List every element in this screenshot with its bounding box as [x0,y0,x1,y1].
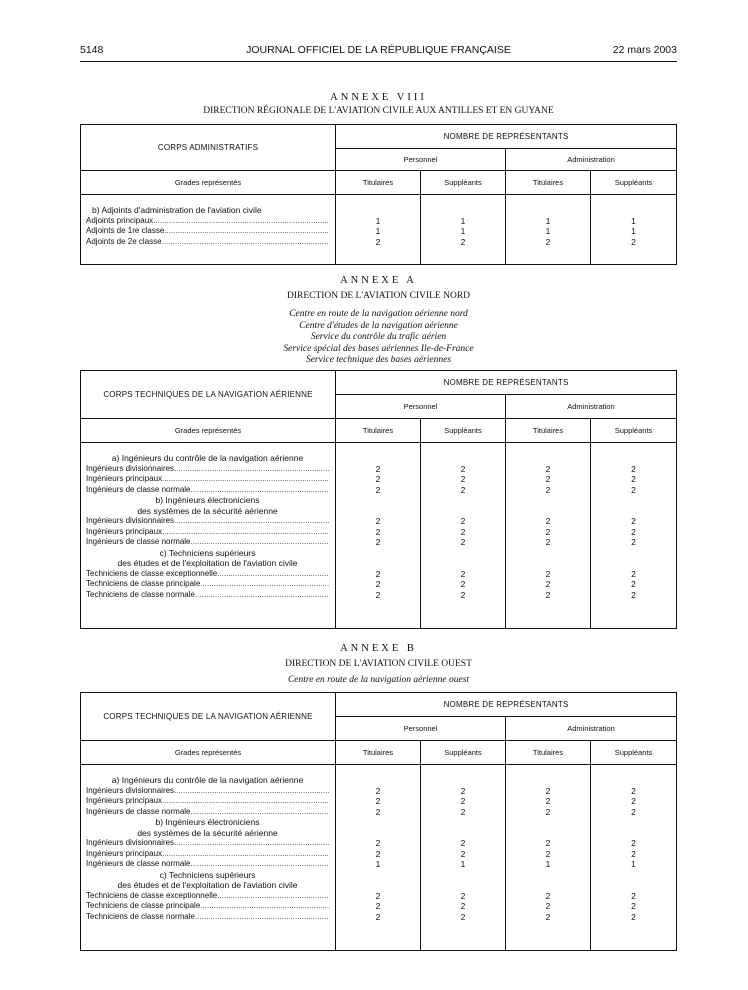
annex-a-table [80,370,677,629]
table-cell-value: 1 [631,215,636,226]
table-row-label: Ingénieurs de classe normale ..... [86,807,329,818]
table-row-label: Techniciens de classe normale ..... [86,912,329,923]
table-cell-value: 2 [375,526,381,537]
suppleants-header: Suppléants [421,741,506,765]
table-row-label: Techniciens de classe normale ..... [86,590,329,601]
suppleants-personnel-column [421,765,506,951]
table-cell-value: 2 [631,516,636,526]
suppleants-administration-column [591,443,677,629]
table-cell-value: 1 [545,215,551,226]
service-name: Centre d'études de la navigation aérienne [299,320,458,331]
page-number: 5148 [80,44,104,56]
table-cell-value: 2 [545,516,551,526]
personnel-header: Personnel [336,149,506,171]
table-cell-value: 2 [375,901,381,911]
corps-header: CORPS TECHNIQUES DE LA NAVIGATION AÉRIENNE [81,693,336,741]
annex-direction: DIRECTION DE L'AVIATION CIVILE OUEST [285,659,472,669]
section-heading: c) Techniciens supérieurs [159,547,256,558]
nombre-header: NOMBRE DE REPRÉSENTANTS [336,125,677,149]
suppleants-administration-column [591,195,677,265]
table-cell-value: 2 [460,785,466,796]
table-row-label: Ingénieurs principaux ..... [86,796,329,807]
table-cell-value: 2 [460,568,466,579]
section-heading: c) Techniciens supérieurs [159,869,256,880]
table-cell-value: 2 [545,901,551,911]
table-cell-value: 2 [631,785,636,796]
suppleants-personnel-column [421,195,506,265]
titulaires-personnel-column [336,195,421,265]
table-cell-value: 2 [375,911,381,922]
table-cell-value: 2 [375,463,381,474]
service-name: Service du contrôle du trafic aérien [310,332,447,343]
personnel-header: Personnel [336,717,506,741]
table-cell-value: 2 [460,890,466,901]
table-cell-value: 2 [631,236,636,247]
table-cell-value: 2 [375,848,381,859]
service-name: Service spécial des bases aériennes Ile-de-France [283,343,474,354]
table-cell-value: 2 [631,568,636,579]
table-cell-value: 2 [545,796,551,806]
table-row-label: Adjoints principaux ..... [86,216,329,227]
table-row-label: Adjoints de 1re classe ..... [86,226,329,237]
table-cell-value: 2 [375,806,381,817]
table-cell-value: 2 [545,785,551,796]
table-row-label: Ingénieurs de classe normale ..... [86,537,329,548]
table-cell-value: 2 [545,911,551,922]
suppleants-personnel-column [421,443,506,629]
table-cell-value: 2 [375,785,381,796]
administration-header: Administration [506,149,677,171]
section-heading: a) Ingénieurs du contrôle de la navigation aérienne [111,453,304,463]
service-name: Service technique des bases aériennes [305,355,452,366]
table-cell-value: 2 [545,568,551,579]
grades-header: Grades représentés [81,419,336,443]
table-cell-value: 1 [375,859,381,869]
annex-direction: DIRECTION DE L'AVIATION CIVILE NORD [286,291,471,301]
section-heading: b) Ingénieurs électroniciens [155,817,260,827]
table-cell-value: 2 [375,474,381,484]
annex-title: ANNEXE VIII [330,92,427,103]
section-heading: a) Ingénieurs du contrôle de la navigation aérienne [111,775,304,785]
table-row-label: Techniciens de classe exceptionnelle ..... [86,569,329,580]
table-row-label: Techniciens de classe exceptionnelle ..... [86,891,329,902]
table-row-label: Ingénieurs divisionnaires ..... [86,464,329,475]
table-cell-value: 2 [631,806,636,817]
grades-header: Grades représentés [81,171,336,195]
titulaires-header: Titulaires [506,171,591,195]
suppleants-header: Suppléants [591,741,677,765]
table-cell-value: 2 [460,901,466,911]
table-row-label: Ingénieurs divisionnaires ..... [86,516,329,527]
table-cell-value: 2 [631,911,636,922]
table-row-label: Techniciens de classe principale ..... [86,579,329,590]
table-cell-value: 2 [460,848,466,859]
titulaires-header: Titulaires [506,741,591,765]
table-cell-value: 2 [375,890,381,901]
table-cell-value: 1 [375,215,381,226]
titulaires-header: Titulaires [336,741,421,765]
suppleants-header: Suppléants [421,171,506,195]
annex-b-heading [80,642,677,687]
table-cell-value: 2 [545,579,551,589]
table-cell-value: 2 [460,579,466,589]
table-cell-value: 2 [460,838,466,848]
table-cell-value: 2 [460,516,466,526]
table-cell-value: 2 [545,236,551,247]
page-header [80,44,677,58]
nombre-header: NOMBRE DE REPRÉSENTANTS [336,371,677,395]
table-cell-value: 1 [631,859,636,869]
table-cell-value: 2 [545,463,551,474]
table-row-label: Ingénieurs divisionnaires ..... [86,838,329,849]
table-cell-value: 1 [545,859,551,869]
publication-date: 22 mars 2003 [612,44,677,56]
table-cell-value: 2 [631,484,636,495]
journal-title: JOURNAL OFFICIEL DE LA RÉPUBLIQUE FRANÇAISE [246,44,511,56]
grades-column [81,765,336,951]
table-cell-value: 2 [545,537,551,547]
nombre-header: NOMBRE DE REPRÉSENTANTS [336,693,677,717]
suppleants-administration-column [591,765,677,951]
corps-header: CORPS TECHNIQUES DE LA NAVIGATION AÉRIENNE [81,371,336,419]
section-heading: des études et de l'exploitation de l'aviation civile [117,558,298,568]
table-row-label: Ingénieurs principaux ..... [86,527,329,538]
table-cell-value: 2 [545,848,551,859]
annex-title: ANNEXE A [340,275,417,286]
table-cell-value: 2 [631,838,636,848]
service-name: Centre en route de la navigation aérienne nord [289,309,468,319]
table-cell-value: 2 [375,516,381,526]
table-cell-value: 2 [545,806,551,817]
table-cell-value: 1 [375,226,381,236]
suppleants-header: Suppléants [421,419,506,443]
table-row-label: Ingénieurs de classe normale ..... [86,859,329,870]
table-cell-value: 2 [460,236,466,247]
table-cell-value: 2 [545,474,551,484]
table-cell-value: 1 [545,226,551,236]
section-heading: des systèmes de la sécurité aérienne [137,827,278,838]
annex-a-heading [80,274,677,367]
table-cell-value: 2 [631,579,636,589]
section-heading: b) Ingénieurs électroniciens [155,495,260,505]
table-cell-value: 2 [631,474,636,484]
table-cell-value: 2 [545,890,551,901]
table-cell-value: 2 [460,806,466,817]
table-cell-value: 2 [460,537,466,547]
table-cell-value: 2 [631,848,636,859]
titulaires-administration-column [506,195,591,265]
table-cell-value: 2 [631,901,636,911]
table-cell-value: 2 [375,796,381,806]
section-heading: b) Adjoints d'administration de l'aviation civile [92,205,262,215]
grades-column [81,443,336,629]
titulaires-administration-column [506,443,591,629]
titulaires-personnel-column [336,443,421,629]
annex-b-table [80,692,677,951]
table-cell-value: 2 [375,484,381,495]
table-cell-value: 1 [460,226,466,236]
table-row-label: Techniciens de classe principale ..... [86,901,329,912]
table-row-label: Ingénieurs principaux ..... [86,474,329,485]
table-cell-value: 2 [631,526,636,537]
table-cell-value: 2 [460,589,466,600]
table-cell-value: 2 [545,484,551,495]
table-cell-value: 2 [375,838,381,848]
table-cell-value: 2 [460,484,466,495]
table-cell-value: 2 [545,838,551,848]
administration-header: Administration [506,395,677,419]
table-row-label: Adjoints de 2e classe ..... [86,237,329,248]
table-cell-value: 2 [631,589,636,600]
annex-viii-heading [80,91,677,118]
table-cell-value: 1 [460,859,466,869]
table-cell-value: 2 [545,526,551,537]
titulaires-administration-column [506,765,591,951]
section-heading: des systèmes de la sécurité aérienne [137,505,278,516]
table-cell-value: 2 [375,537,381,547]
header-rule [80,61,677,62]
corps-header: CORPS ADMINISTRATIFS [81,125,336,171]
table-row-label: Ingénieurs de classe normale ..... [86,485,329,496]
table-cell-value: 2 [631,890,636,901]
table-cell-value: 2 [460,911,466,922]
table-cell-value: 2 [375,236,381,247]
table-cell-value: 2 [375,568,381,579]
table-cell-value: 2 [375,589,381,600]
table-cell-value: 2 [631,463,636,474]
section-heading: des études et de l'exploitation de l'aviation civile [117,880,298,890]
table-cell-value: 2 [631,796,636,806]
titulaires-header: Titulaires [336,419,421,443]
annex-title: ANNEXE B [340,643,417,654]
suppleants-header: Suppléants [591,419,677,443]
titulaires-header: Titulaires [336,171,421,195]
grades-column [81,195,336,265]
annex-viii-table [80,124,677,265]
table-cell-value: 2 [460,474,466,484]
service-name: Centre en route de la navigation aérienne ouest [287,675,470,685]
table-row-label: Ingénieurs divisionnaires ..... [86,786,329,797]
table-cell-value: 2 [460,526,466,537]
table-cell-value: 2 [631,537,636,547]
titulaires-header: Titulaires [506,419,591,443]
administration-header: Administration [506,717,677,741]
table-cell-value: 1 [460,215,466,226]
table-cell-value: 2 [460,463,466,474]
titulaires-personnel-column [336,765,421,951]
table-cell-value: 2 [545,589,551,600]
suppleants-header: Suppléants [591,171,677,195]
annex-direction: DIRECTION RÉGIONALE DE L'AVIATION CIVILE AUX ANTILLES ET EN GUYANE [203,106,554,116]
personnel-header: Personnel [336,395,506,419]
table-cell-value: 2 [375,579,381,589]
grades-header: Grades représentés [81,741,336,765]
table-row-label: Ingénieurs principaux ..... [86,849,329,860]
table-cell-value: 1 [631,226,636,236]
table-cell-value: 2 [460,796,466,806]
